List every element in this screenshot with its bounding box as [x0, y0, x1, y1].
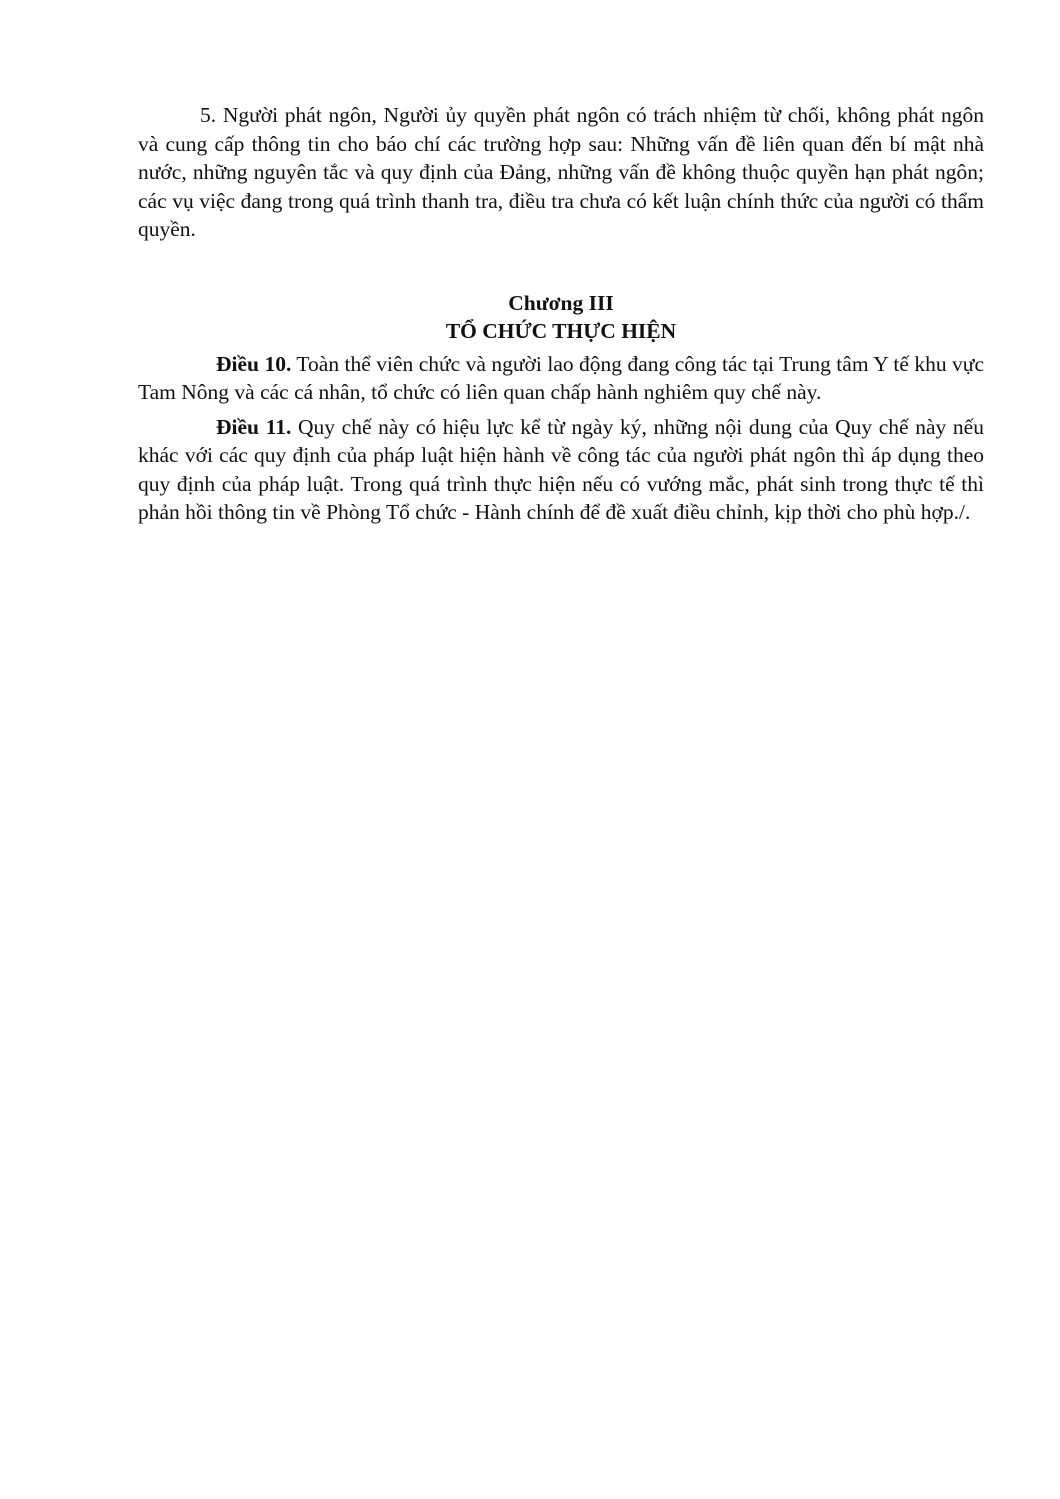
chapter-number: Chương III	[508, 290, 614, 315]
document-page	[138, 101, 984, 533]
chapter-title: TỔ CHỨC THỰC HIỆN	[445, 319, 677, 343]
section-spacer	[138, 244, 984, 289]
article-11	[138, 413, 984, 527]
article-10-text: Toàn thể viên chức và người lao động đang công tác tại Trung tâm Y tế khu vực Tam Nông và các cá nhân, tổ chức có liên quan chấp hành nghiêm quy chế này.	[138, 351, 984, 404]
article-10	[138, 350, 984, 407]
article-11-text: Quy chế này có hiệu lực kể từ ngày ký, những nội dung của Quy chế này nếu khác với các quy định của pháp luật hiện hành về công tác của người phát ngôn thì áp dụng theo quy định của pháp luật. Trong quá trình thực hiện nếu có vướng mắc, phát sinh trong thực tế thì phản hồi thông tin về Phòng Tổ chức - Hành chính để đề xuất điều chỉnh, kịp thời cho phù hợp./.	[138, 414, 984, 524]
clause-5-paragraph: 5. Người phát ngôn, Người ủy quyền phát ngôn có trách nhiệm từ chối, không phát ngôn và cung cấp thông tin cho báo chí các trường hợp sau: Những vấn đề liên quan đến bí mật nhà nước, những nguyên tắc và quy định của Đảng, những vấn đề không thuộc quyền hạn phát ngôn; các vụ việc đang trong quá trình thanh tra, điều tra chưa có kết luận chính thức của người có thẩm quyền.	[138, 103, 984, 241]
article-11-label: Điều 11.	[216, 414, 292, 439]
article-10-label: Điều 10.	[216, 351, 292, 376]
